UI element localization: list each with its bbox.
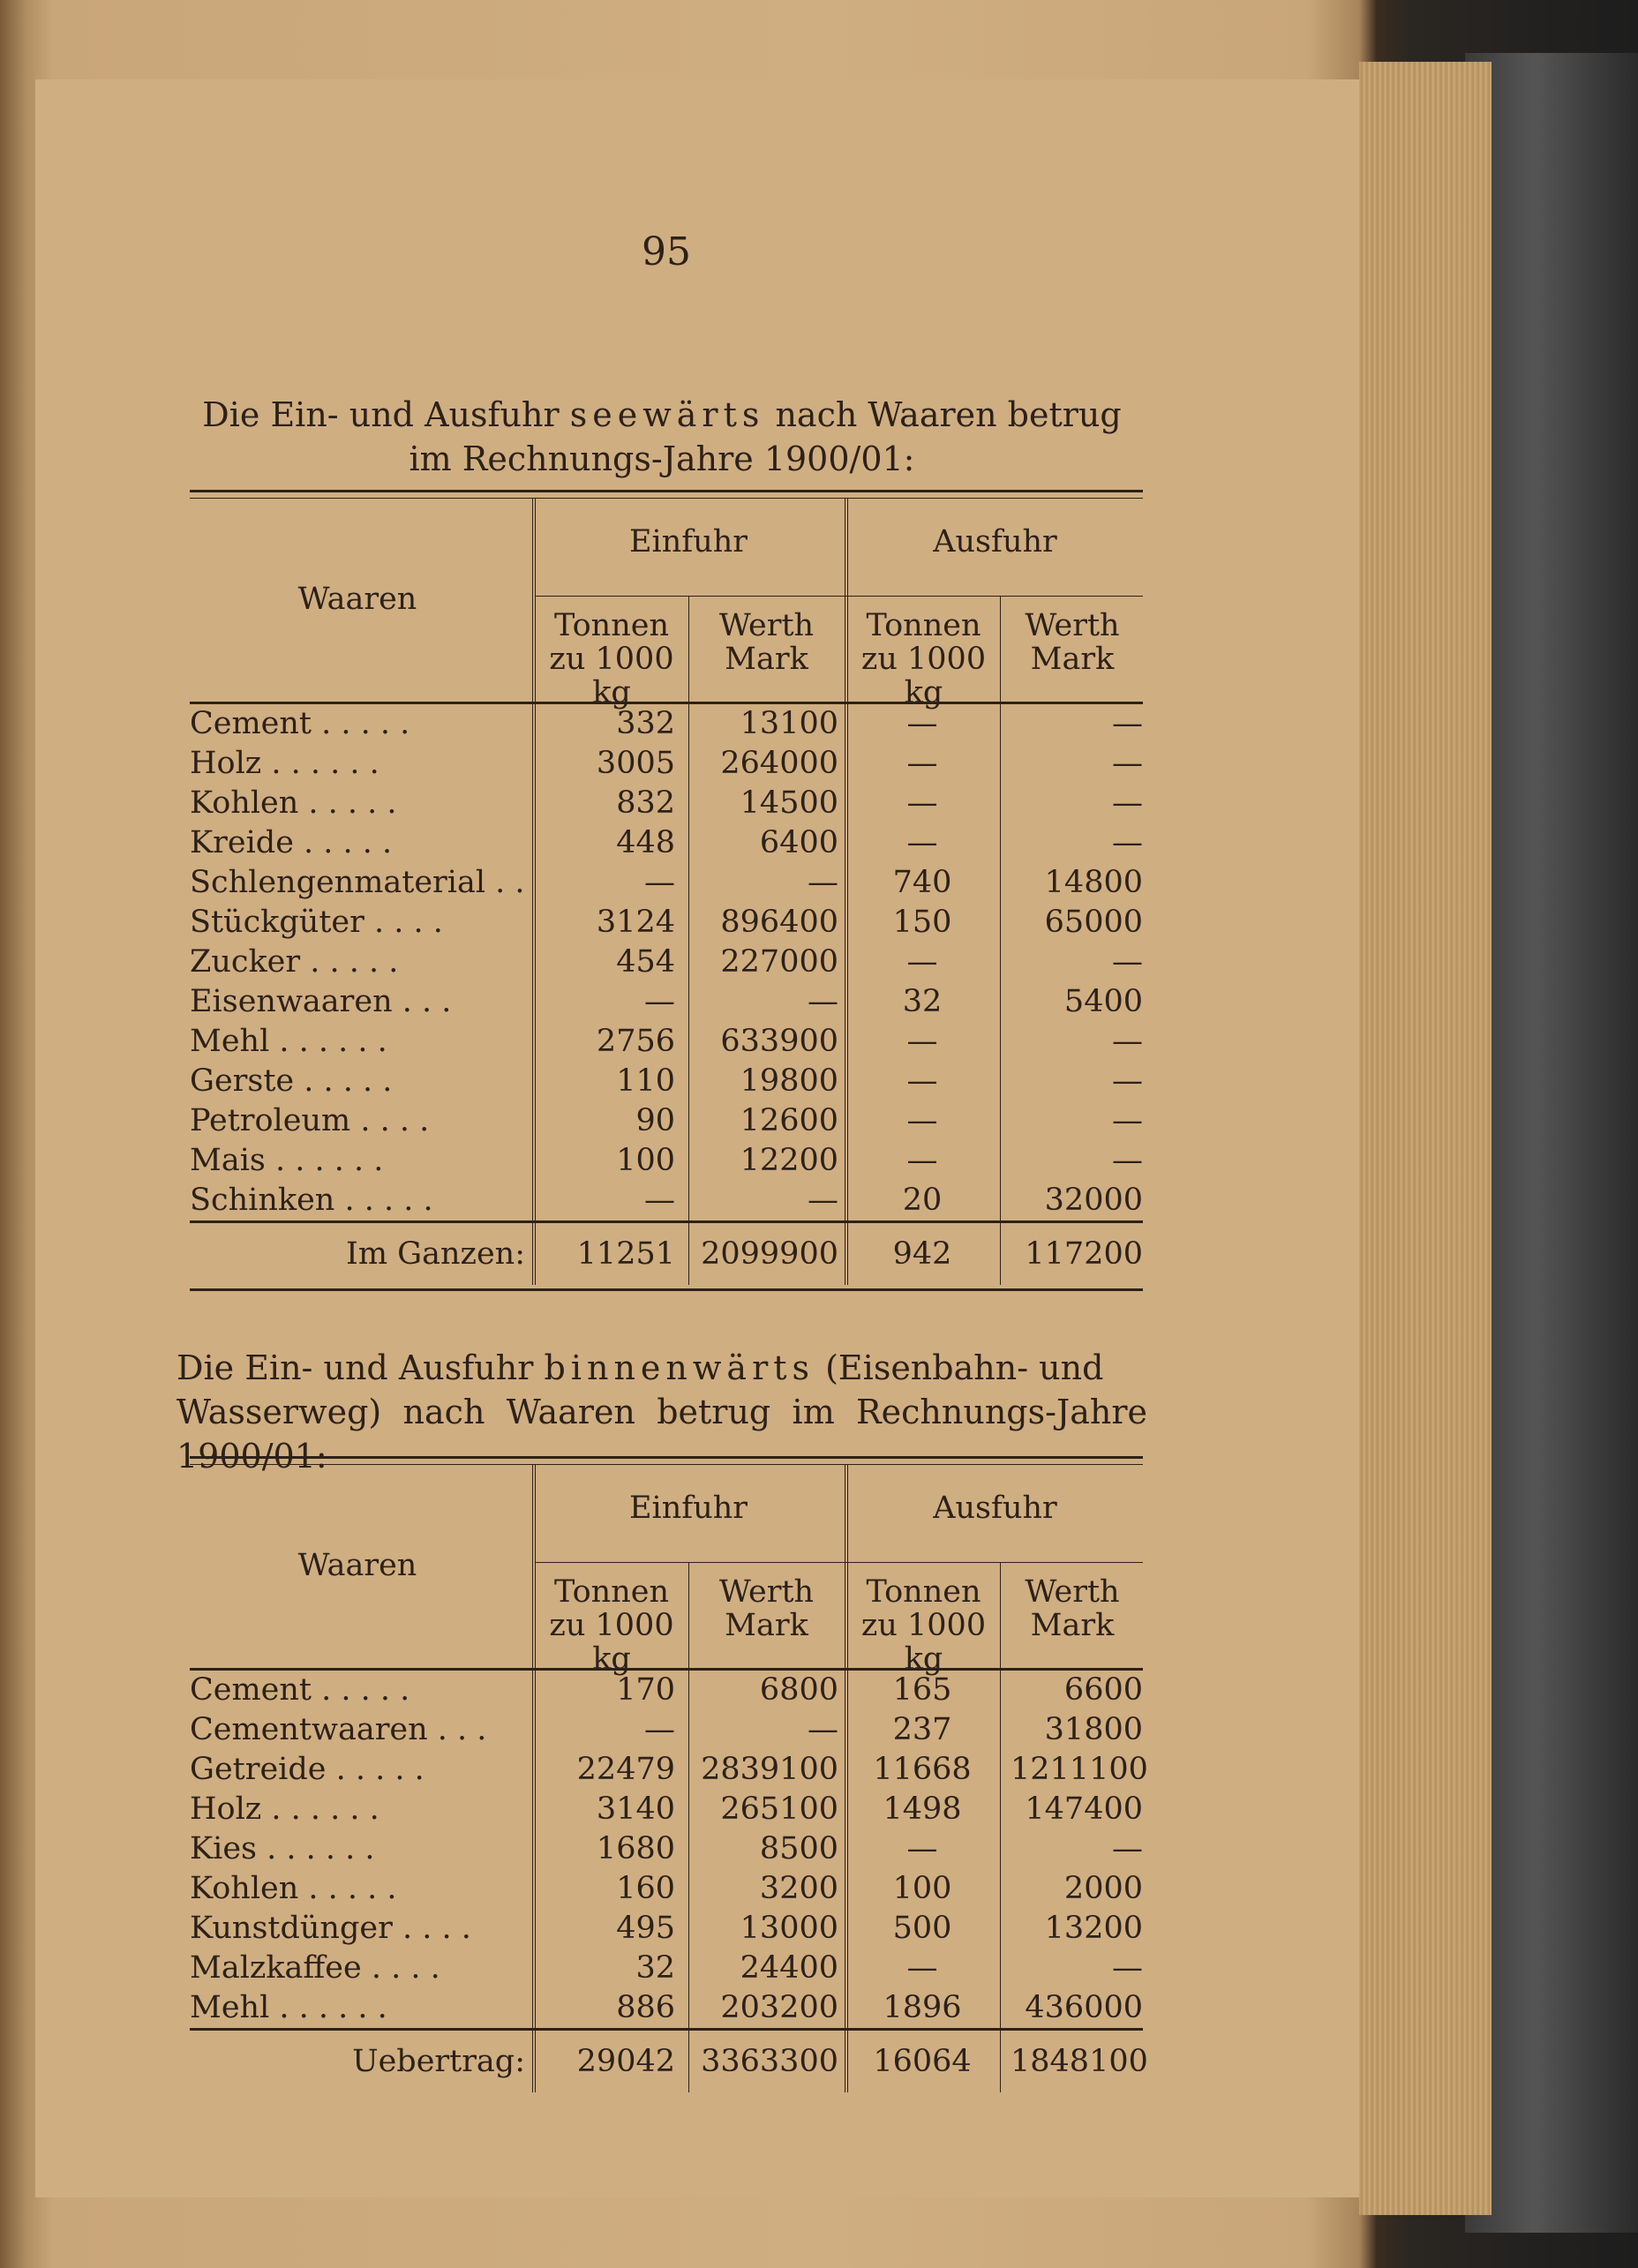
einfuhr-tonnen: — [644,1712,675,1747]
einfuhr-werth: 3200 [759,1871,838,1906]
table-body [190,704,1143,1220]
ausfuhr-tonnen: 740 [892,865,952,900]
einfuhr-werth: 264000 [720,746,838,781]
einfuhr-werth: 12600 [740,1103,838,1138]
einfuhr-werth: — [808,984,838,1019]
einfuhr-werth: 227000 [720,944,838,980]
einfuhr-tonnen: 454 [616,944,675,980]
total-ausfuhr-tonnen: 16064 [873,2044,972,2079]
ausfuhr-tonnen: — [906,1024,938,1059]
einfuhr-werth: 12200 [740,1143,838,1178]
ausfuhr-werth: 65000 [1044,905,1143,940]
table-row [190,1829,1143,1869]
col-header-waaren: Waaren [297,1548,417,1583]
ausfuhr-tonnen: 20 [902,1183,943,1218]
col-header-werth: Werth Mark [1025,608,1120,677]
table-header [190,1465,1143,1677]
product-name: Kreide . . . . . [190,825,393,860]
table-row [190,1101,1143,1141]
book-page [35,79,1359,2197]
einfuhr-tonnen: 22479 [576,1752,675,1787]
table-row [190,903,1143,942]
einfuhr-werth: 13000 [740,1911,838,1946]
product-name: Holz . . . . . . [190,1791,379,1827]
binnenwaerts-table [190,1456,1148,2092]
table-row [190,1671,1143,1710]
ausfuhr-werth: — [1112,1103,1143,1138]
table-row [190,1750,1148,1790]
ausfuhr-tonnen: 100 [892,1871,952,1906]
table-row [190,823,1143,863]
ausfuhr-tonnen: — [906,1950,938,1986]
ausfuhr-tonnen: — [906,1831,938,1866]
einfuhr-tonnen: 3124 [596,905,675,940]
col-header-werth: Werth Mark [1025,1574,1120,1643]
col-header-werth: Werth Mark [718,1574,815,1643]
einfuhr-werth: 19800 [740,1063,838,1099]
ausfuhr-tonnen: — [906,1103,938,1138]
ausfuhr-werth: 14800 [1044,865,1143,900]
ausfuhr-tonnen: — [906,706,938,741]
product-name: Petroleum . . . . [190,1103,430,1138]
einfuhr-tonnen: 1680 [596,1831,675,1866]
table-row [190,1022,1143,1062]
total-ausfuhr-werth: 117200 [1025,1236,1143,1272]
einfuhr-tonnen: 495 [616,1911,675,1946]
product-name: Mais . . . . . . [190,1143,384,1178]
ausfuhr-tonnen: — [906,746,938,781]
einfuhr-tonnen: 832 [616,785,675,821]
table-row [190,1710,1143,1750]
ausfuhr-werth: — [1112,944,1143,980]
einfuhr-werth: 633900 [720,1024,838,1059]
ausfuhr-tonnen: — [906,785,938,821]
ausfuhr-werth: 1211100 [1011,1752,1148,1787]
product-name: Kohlen . . . . . [190,1871,397,1906]
col-header-tonnen: Tonnen zu 1000 kg [860,608,987,710]
product-name: Cement . . . . . [190,1672,410,1708]
section1-caption: Die Ein- und Ausfuhr seewärts nach Waaren betrug im Rechnungs-Jahre 1900/01: [202,395,1122,478]
einfuhr-werth: 8500 [759,1831,838,1866]
einfuhr-tonnen: 3140 [596,1791,675,1827]
table-header [190,499,1143,710]
ausfuhr-werth: 2000 [1063,1871,1143,1906]
ausfuhr-werth: 13200 [1044,1911,1143,1946]
einfuhr-tonnen: 332 [616,706,675,741]
page-number: 95 [642,229,691,274]
ausfuhr-tonnen: — [906,1143,938,1178]
product-name: Cement . . . . . [190,706,410,741]
table-row [190,1790,1143,1829]
product-name: Cementwaaren . . . [190,1712,487,1747]
ausfuhr-tonnen: 1498 [883,1791,962,1827]
ausfuhr-werth: — [1112,1950,1143,1986]
table-row [190,863,1143,903]
einfuhr-tonnen: 886 [616,1990,675,2025]
table-row [190,744,1143,784]
total-einfuhr-tonnen: 11251 [576,1236,675,1272]
col-header-tonnen: Tonnen zu 1000 kg [860,1574,987,1677]
table-row [190,982,1143,1022]
col-header-ausfuhr: Ausfuhr [933,1491,1057,1526]
col-header-ausfuhr: Ausfuhr [933,524,1057,559]
ausfuhr-werth: — [1112,746,1143,781]
table-row [190,1949,1143,1988]
ausfuhr-werth: 31800 [1044,1712,1143,1747]
ausfuhr-tonnen: — [906,825,938,860]
product-name: Mehl . . . . . . [190,1024,387,1059]
col-header-einfuhr: Einfuhr [628,1491,748,1526]
ausfuhr-werth: — [1112,1063,1143,1099]
table-bottom-rule [190,1288,1143,1291]
ausfuhr-werth: — [1112,1024,1143,1059]
table-row [190,1062,1143,1101]
col-header-tonnen: Tonnen zu 1000 kg [549,1574,674,1677]
product-name: Mehl . . . . . . [190,1990,387,2025]
einfuhr-tonnen: 2756 [596,1024,675,1059]
product-name: Kunstdünger . . . . [190,1911,471,1946]
product-name: Schinken . . . . . [190,1183,433,1218]
einfuhr-werth: 6800 [759,1672,838,1708]
table-row [190,1988,1143,2028]
product-name: Schlengenmaterial . . [190,865,525,900]
total-ausfuhr-tonnen: 942 [892,1236,952,1272]
total-einfuhr-tonnen: 29042 [576,2044,675,2079]
product-name: Gerste . . . . . [190,1063,393,1099]
table-row [190,1909,1143,1949]
table-top-rule [190,490,1143,499]
ausfuhr-werth: 436000 [1025,1990,1143,2025]
einfuhr-werth: 896400 [720,905,838,940]
table-total-row [190,2028,1148,2092]
product-name: Stückgüter . . . . [190,905,443,940]
col-header-tonnen: Tonnen zu 1000 kg [549,608,674,710]
table-row [190,1141,1143,1181]
ausfuhr-tonnen: 32 [902,984,943,1019]
einfuhr-werth: 6400 [759,825,838,860]
col-header-werth: Werth Mark [718,608,815,677]
ausfuhr-tonnen: 1896 [883,1990,962,2025]
einfuhr-tonnen: 100 [616,1143,675,1178]
total-einfuhr-werth: 3363300 [701,2044,838,2079]
product-name: Kohlen . . . . . [190,785,397,821]
einfuhr-werth: 24400 [740,1950,838,1986]
einfuhr-werth: — [808,1712,838,1747]
ausfuhr-tonnen: — [906,944,938,980]
einfuhr-tonnen: — [644,984,675,1019]
ausfuhr-tonnen: — [906,1063,938,1099]
ausfuhr-werth: — [1112,706,1143,741]
einfuhr-tonnen: — [644,1183,675,1218]
ausfuhr-tonnen: 237 [892,1712,952,1747]
ausfuhr-tonnen: 500 [892,1911,952,1946]
einfuhr-tonnen: 448 [616,825,675,860]
einfuhr-tonnen: 3005 [596,746,675,781]
carryover-label: Uebertrag: [352,2044,525,2079]
total-ausfuhr-werth: 1848100 [1011,2044,1148,2079]
einfuhr-tonnen: 160 [616,1871,675,1906]
seewaerts-table [190,490,1143,1291]
einfuhr-tonnen: 110 [616,1063,675,1099]
total-einfuhr-werth: 2099900 [701,1236,838,1272]
einfuhr-werth: 13100 [740,706,838,741]
einfuhr-werth: 2839100 [701,1752,838,1787]
product-name: Getreide . . . . . [190,1752,425,1787]
product-name: Kies . . . . . . [190,1831,375,1866]
einfuhr-werth: 203200 [720,1990,838,2025]
einfuhr-werth: — [808,1183,838,1218]
section2-caption: Die Ein- und Ausfuhr binnenwärts (Eisenbahn- und Wasserweg) nach Waaren betrug im Rechnungs-Jahre 1900/01: [177,1348,1147,1476]
product-name: Zucker . . . . . [190,944,399,980]
einfuhr-tonnen: 90 [635,1103,675,1138]
einfuhr-tonnen: — [644,865,675,900]
ausfuhr-tonnen: 150 [892,905,952,940]
table-row [190,1869,1143,1909]
ausfuhr-werth: — [1112,1143,1143,1178]
einfuhr-werth: 14500 [740,785,838,821]
page-edges [1359,62,1491,2215]
table-row [190,704,1143,744]
ausfuhr-tonnen: 165 [892,1672,952,1708]
product-name: Malzkaffee . . . . [190,1950,440,1986]
ausfuhr-werth: 5400 [1063,984,1143,1019]
table-body [190,1671,1148,2028]
table-row [190,1181,1143,1220]
ausfuhr-werth: — [1112,785,1143,821]
product-name: Holz . . . . . . [190,746,379,781]
ausfuhr-werth: 32000 [1044,1183,1143,1218]
einfuhr-tonnen: 32 [635,1950,675,1986]
einfuhr-werth: 265100 [720,1791,838,1827]
table-top-rule [190,1456,1143,1465]
table-row [190,942,1143,982]
ausfuhr-werth: — [1112,825,1143,860]
ausfuhr-tonnen: 11668 [873,1752,972,1787]
product-name: Eisenwaaren . . . [190,984,452,1019]
ausfuhr-werth: 147400 [1025,1791,1143,1827]
col-header-waaren: Waaren [297,582,417,617]
col-header-einfuhr: Einfuhr [628,524,748,559]
einfuhr-tonnen: 170 [616,1672,675,1708]
ausfuhr-werth: 6600 [1063,1672,1143,1708]
ausfuhr-werth: — [1112,1831,1143,1866]
einfuhr-werth: — [808,865,838,900]
table-total-row [190,1220,1143,1285]
table-row [190,784,1143,823]
total-label: Im Ganzen: [346,1236,525,1272]
